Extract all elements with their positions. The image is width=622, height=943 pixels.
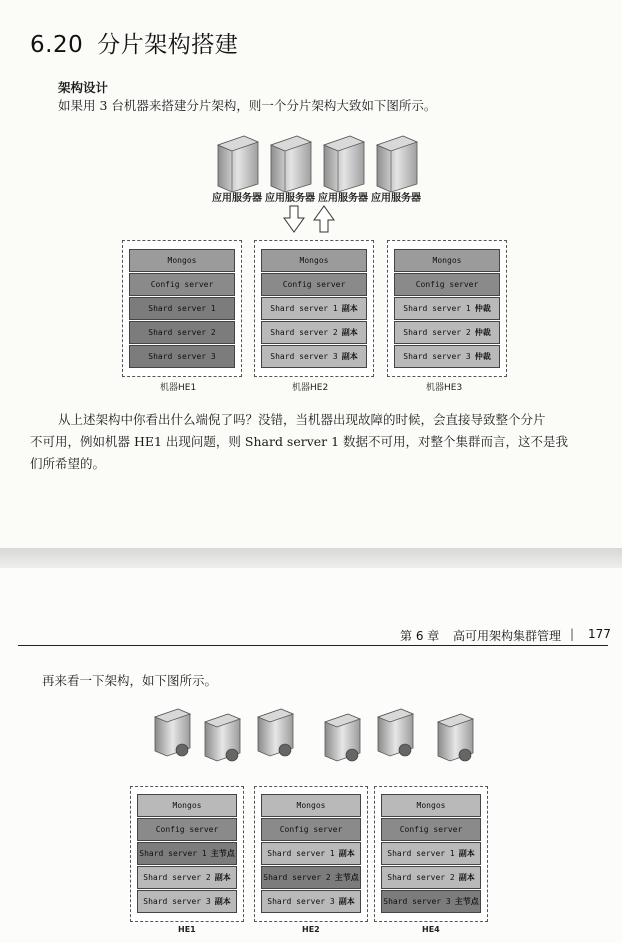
- header-separator: |: [570, 627, 575, 641]
- bar-label: Config server: [155, 825, 219, 834]
- shard-server-bar: [261, 866, 361, 889]
- intro-paragraph-two: 再来看一下架构，如下图所示。: [42, 673, 218, 688]
- bar-label: Mongos: [167, 256, 197, 265]
- server-icon: [205, 714, 240, 761]
- role-tag: 副本: [214, 873, 231, 882]
- intro-paragraph: 如果用 3 台机器来搭建分片架构，则一个分片架构大致如下图所示。: [58, 98, 437, 113]
- mongos-bar: [261, 794, 361, 817]
- bar-label: Shard server 2: [143, 873, 211, 882]
- shard-server-bar: [137, 866, 237, 889]
- server-icon: [378, 709, 413, 756]
- role-tag: 主节点: [334, 873, 359, 882]
- role-tag: 主节点: [454, 897, 479, 906]
- server-icon: [155, 709, 190, 756]
- server-icon: [325, 714, 360, 761]
- bar-label: Mongos: [416, 801, 446, 810]
- shard-server-bar: [261, 842, 361, 865]
- role-tag: 副本: [338, 849, 355, 858]
- bar-label: Config server: [415, 280, 479, 289]
- bar-label: Mongos: [299, 256, 329, 265]
- mongos-bar: [137, 794, 237, 817]
- bar-label: Mongos: [172, 801, 202, 810]
- server-label: 应用服务器: [265, 193, 315, 204]
- config-server-bar: [137, 818, 237, 841]
- chapter-title: 高可用架构集群管理: [453, 629, 562, 643]
- role-tag: 副本: [341, 328, 358, 337]
- role-tag: 主节点: [210, 849, 235, 858]
- bar-label: Shard server 1: [267, 849, 335, 858]
- config-server-bar: [261, 818, 361, 841]
- shard-server-bar: [137, 890, 237, 913]
- bar-label: Shard server 1: [403, 304, 471, 313]
- server-icon: [438, 714, 473, 761]
- bar-label: Shard server 3: [148, 352, 216, 361]
- shard-server-bar: [261, 890, 361, 913]
- machine-box-he2-v2: [254, 786, 368, 922]
- server-label: 应用服务器: [371, 193, 421, 204]
- bar-label: Shard server 2: [270, 328, 338, 337]
- section-title: 分片架构搭建: [97, 32, 239, 58]
- machine-label: 机器HE3: [426, 383, 463, 393]
- bar-label: Config server: [150, 280, 214, 289]
- subheading: 架构设计: [58, 80, 109, 95]
- bar-label: Shard server 1: [139, 849, 207, 858]
- machine-box-he1-v2: [130, 786, 244, 922]
- shard-server-bar: [381, 842, 481, 865]
- bar-label: Config server: [399, 825, 463, 834]
- bar-label: Shard server 1: [148, 304, 216, 313]
- bar-label: Shard server 2: [403, 328, 471, 337]
- bar-label: Shard server 2: [263, 873, 331, 882]
- bar-label: Config server: [282, 280, 346, 289]
- machine-label: HE4: [422, 925, 440, 934]
- mongos-bar: [381, 794, 481, 817]
- server-label: 应用服务器: [318, 193, 368, 204]
- machine-label: 机器HE1: [160, 383, 197, 393]
- machine-label: HE2: [302, 925, 320, 934]
- bar-label: Shard server 2: [387, 873, 455, 882]
- bar-label: Shard server 2: [148, 328, 216, 337]
- config-server-bar: [381, 818, 481, 841]
- role-tag: 副本: [458, 873, 475, 882]
- server-icon: [258, 709, 293, 756]
- body-paragraph-line: 不可用，例如机器 HE1 出现问题，则 Shard server 1 数据不可用，对整个集群而言，这不是我: [30, 434, 569, 449]
- shard-server-bar: [137, 842, 237, 865]
- machine-box-he4: [374, 786, 488, 922]
- server-label: 应用服务器: [212, 193, 262, 204]
- chapter-number: 第 6 章: [400, 629, 440, 643]
- shard-server-bar: [381, 866, 481, 889]
- bar-label: Mongos: [296, 801, 326, 810]
- bar-label: Shard server 1: [387, 849, 455, 858]
- bar-label: Shard server 3: [143, 897, 211, 906]
- bar-label: Config server: [279, 825, 343, 834]
- machine-label: HE1: [178, 925, 196, 934]
- bar-label: Shard server 3: [403, 352, 471, 361]
- role-tag: 副本: [341, 352, 358, 361]
- machine-label: 机器HE2: [292, 383, 329, 393]
- role-tag: 副本: [214, 897, 231, 906]
- body-paragraph-line: 从上述架构中你看出什么端倪了吗？没错，当机器出现故障的时候，会直接导致整个分片: [58, 412, 546, 427]
- bar-label: Shard server 3: [270, 352, 338, 361]
- role-tag: 副本: [338, 897, 355, 906]
- role-tag: 仲裁: [474, 304, 491, 313]
- role-tag: 副本: [341, 304, 358, 313]
- bar-label: Shard server 3: [383, 897, 451, 906]
- bar-label: Shard server 1: [270, 304, 338, 313]
- section-number: 6.20: [30, 32, 84, 58]
- shard-server-bar: [381, 890, 481, 913]
- role-tag: 仲裁: [474, 352, 491, 361]
- page-number: 177: [588, 627, 611, 641]
- bar-label: Shard server 3: [267, 897, 335, 906]
- body-paragraph-line: 们所希望的。: [30, 456, 106, 471]
- bar-label: Mongos: [432, 256, 462, 265]
- role-tag: 仲裁: [474, 328, 491, 337]
- role-tag: 副本: [458, 849, 475, 858]
